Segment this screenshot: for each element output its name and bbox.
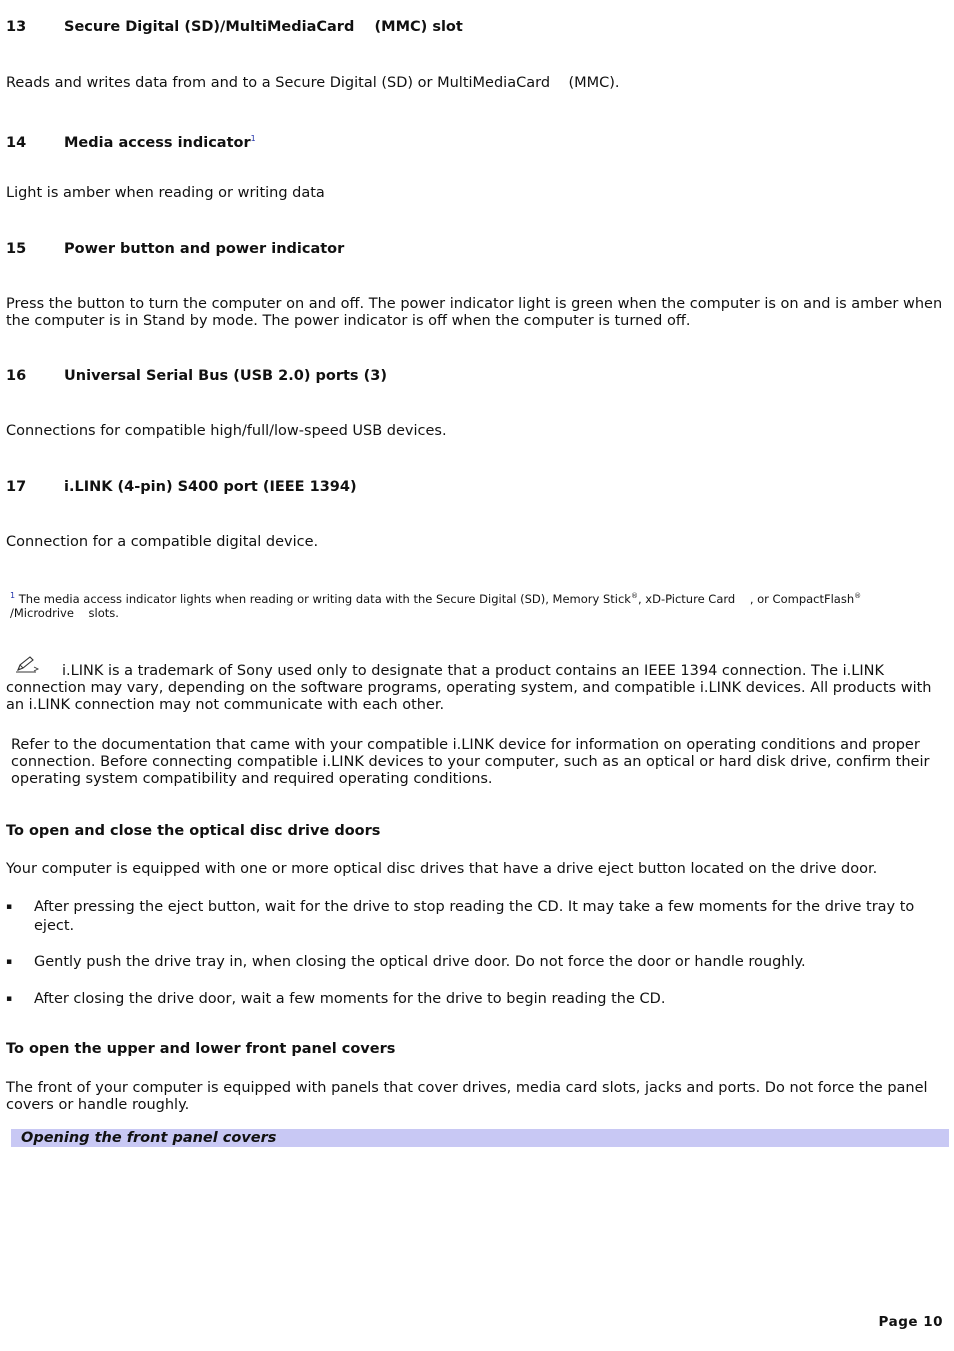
registered-mark: ® (854, 592, 862, 600)
section-heading: To open and close the optical disc drive doors (6, 823, 381, 839)
item-17-heading (6, 479, 357, 496)
item-title: Secure Digital (SD)/MultiMediaCard (MMC) slot (64, 19, 463, 35)
section-heading: To open the upper and lower front panel covers (6, 1041, 396, 1057)
expandable-section-label: Opening the front panel covers (21, 1130, 277, 1146)
item-16-heading (6, 368, 387, 385)
item-17-description: Connection for a compatible digital device. (6, 534, 319, 550)
item-13-heading (6, 19, 463, 36)
item-title: Universal Serial Bus (USB 2.0) ports (3) (64, 368, 387, 384)
section-intro: Your computer is equipped with one or more optical disc drives that have a drive eject button located on the drive door. (6, 861, 878, 877)
footnote-marker: 1 (10, 591, 16, 600)
item-15-description: Press the button to turn the computer on and off. The power indicator light is green when the computer is on and is amber when the computer is in Stand by mode. The power indicator is off when the computer is turned off. (6, 296, 943, 329)
item-title: i.LINK (4-pin) S400 port (IEEE 1394) (64, 479, 357, 495)
footnote-text: , xD-Picture Card , or CompactFlash (637, 591, 855, 606)
footnote (10, 589, 861, 620)
bullet-mark: ▪ (6, 957, 13, 967)
footnote-ref-link[interactable]: 1 (250, 134, 256, 143)
item-13-description: Reads and writes data from and to a Secure Digital (SD) or MultiMediaCard (MMC). (6, 75, 620, 91)
item-title: Media access indicator (64, 134, 251, 151)
list-item (6, 953, 916, 972)
item-number: 16 (6, 368, 27, 384)
item-number: 14 (6, 134, 27, 151)
registered-mark: ® (630, 592, 638, 600)
section-intro: The front of your computer is equipped with panels that cover drives, media card slots, jacks and ports. Do not force the panel covers or handle roughly. (6, 1080, 928, 1113)
note-paragraph: Refer to the documentation that came with your compatible i.LINK device for information on operating conditions and proper connection. Before connecting compatible i.LINK devices to your computer, such as an optical or hard disk drive, confirm their operating system compatibility and required operating conditions. (11, 737, 930, 787)
note-paragraph: i.LINK is a trademark of Sony used only to designate that a product contains an IEEE 1394 connection. The i.LINK connection may vary, depending on the software programs, operating system, and compatible i.LINK devices. All products with an i.LINK connection may not communicate with each other. (6, 663, 932, 713)
item-15-heading (6, 241, 344, 258)
list-item-text: Gently push the drive tray in, when closing the optical drive door. Do not force the door or handle roughly. (34, 954, 806, 970)
item-14-description: Light is amber when reading or writing data (6, 185, 325, 201)
list-item (6, 898, 916, 936)
bullet-mark: ▪ (6, 902, 13, 912)
list-item (6, 990, 916, 1009)
item-14-heading (6, 130, 256, 152)
bullet-mark: ▪ (6, 994, 13, 1004)
item-number: 15 (6, 241, 27, 257)
expandable-section-bar[interactable] (11, 1129, 949, 1147)
list-item-text: After closing the drive door, wait a few moments for the drive to begin reading the CD. (34, 991, 666, 1007)
page-number: Page 10 (878, 1314, 943, 1330)
item-16-description: Connections for compatible high/full/low-speed USB devices. (6, 423, 447, 439)
item-number: 13 (6, 19, 27, 35)
list-item-text: After pressing the eject button, wait for the drive to stop reading the CD. It may take a few moments for the drive tray to eject. (34, 899, 915, 934)
footnote-text: /Microdrive slots. (10, 605, 119, 620)
item-number: 17 (6, 479, 27, 495)
footnote-text: The media access indicator lights when reading or writing data with the Secure Digital (SD), Memory Stick (18, 591, 631, 606)
item-title: Power button and power indicator (64, 241, 345, 257)
